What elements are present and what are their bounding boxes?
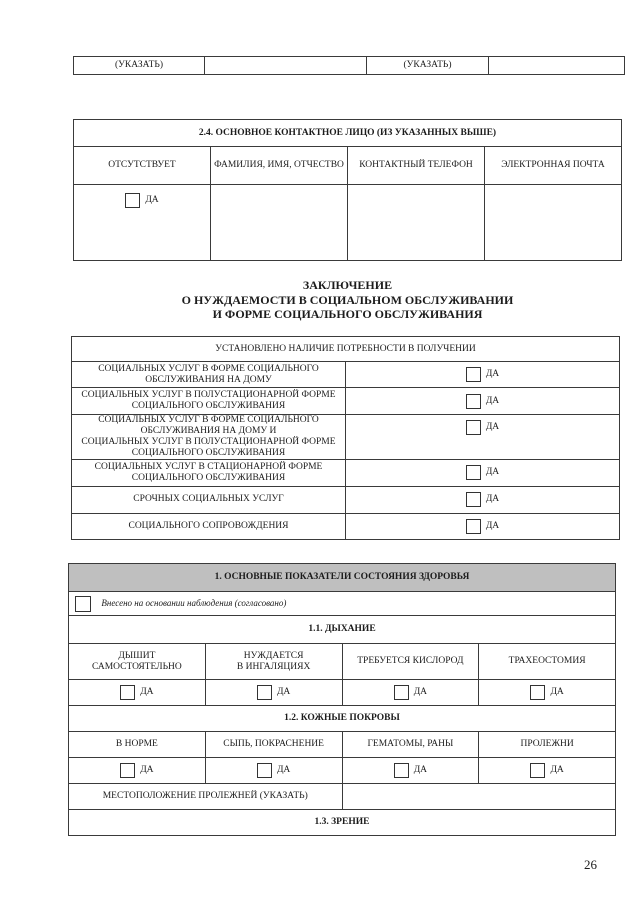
skin-check [479,758,616,784]
breathing-check [479,680,616,706]
skin-col: СЫПЬ, ПОКРАСНЕНИЕ [205,732,342,758]
needs-checkbox[interactable] [466,420,481,435]
needs-row-label [72,415,346,460]
needs-checkbox[interactable] [466,367,481,382]
needs-row-label: СОЦИАЛЬНЫХ УСЛУГ В СТАЦИОНАРНОЙ ФОРМЕ СОЦИАЛЬНОГО ОБСЛУЖИВАНИЯ [72,459,346,486]
contact-title: 2.4. ОСНОВНОЕ КОНТАКТНОЕ ЛИЦО (ИЗ УКАЗАННЫХ ВЫШЕ) [74,120,622,147]
needs-row-check [346,486,620,513]
conclusion-line-2: О НУЖДАЕМОСТИ В СОЦИАЛЬНОМ ОБСЛУЖИВАНИИ [181,292,514,307]
breathing-col [69,644,206,680]
needs-checkbox[interactable] [466,519,481,534]
conclusion-line-3: И ФОРМЕ СОЦИАЛЬНОГО ОБСЛУЖИВАНИЯ [212,307,483,322]
skin-checkbox[interactable] [530,763,545,778]
specify-field-right[interactable] [489,57,625,75]
breathing-checkbox[interactable] [257,685,272,700]
breathing-col: ТРАХЕОСТОМИЯ [479,644,616,680]
yes-label: ДА [550,687,564,698]
contact-phone-field[interactable] [348,185,485,261]
breathing-col [205,644,342,680]
breathing-col-line: САМОСТОЯТЕЛЬНО [91,661,182,672]
contact-email-field[interactable] [485,185,622,261]
skin-check [342,758,479,784]
yes-label: ДА [485,422,500,433]
needs-checkbox[interactable] [466,492,481,507]
skin-checkbox[interactable] [394,763,409,778]
skin-col: ГЕМАТОМЫ, РАНЫ [342,732,479,758]
needs-row-check [346,362,620,388]
vision-title: 1.3. ЗРЕНИЕ [69,810,616,836]
yes-label: ДА [550,765,564,776]
breathing-check [342,680,479,706]
needs-row-label: СОЦИАЛЬНЫХ УСЛУГ В ФОРМЕ СОЦИАЛЬНОГО ОБСЛУЖИВАНИЯ НА ДОМУ [72,362,346,388]
specify-row-table [73,56,625,75]
contact-col-absent: ОТСУТСТВУЕТ [74,147,211,185]
skin-check [69,758,206,784]
bedsore-location-field[interactable] [342,784,616,810]
yes-label: ДА [413,687,428,698]
conclusion-heading [73,278,622,322]
needs-row-check [346,388,620,415]
breathing-checkbox[interactable] [530,685,545,700]
contact-absent-cell [74,185,211,261]
contact-col-phone: КОНТАКТНЫЙ ТЕЛЕФОН [348,147,485,185]
breathing-checkbox[interactable] [120,685,135,700]
needs-row-check [346,459,620,486]
observed-checkbox[interactable] [75,596,91,612]
contact-name-field[interactable] [211,185,348,261]
health-title: 1. ОСНОВНЫЕ ПОКАЗАТЕЛИ СОСТОЯНИЯ ЗДОРОВЬЯ [69,564,616,592]
breathing-checkbox[interactable] [394,685,409,700]
yes-label: ДА [413,765,428,776]
breathing-col-line: НУЖДАЕТСЯ [243,650,304,661]
breathing-col-line: ДЫШИТ [118,650,156,661]
observed-label: Внесено на основании наблюдения (согласовано) [101,598,287,609]
needs-row-check [346,415,620,460]
yes-label: ДА [140,765,154,776]
breathing-check [69,680,206,706]
specify-field-left[interactable] [205,57,367,75]
breathing-col-line: В ИНГАЛЯЦИЯХ [236,661,311,672]
needs-row-line: СОЦИАЛЬНЫХ УСЛУГ В ФОРМЕ СОЦИАЛЬНОГО ОБСЛУЖИВАНИЯ НА ДОМУ И [98,415,319,436]
health-table [68,563,616,836]
contact-absent-checkbox[interactable] [125,193,140,208]
needs-row-label: СОЦИАЛЬНЫХ УСЛУГ В ПОЛУСТАЦИОНАРНОЙ ФОРМЕ СОЦИАЛЬНОГО ОБСЛУЖИВАНИЯ [72,388,346,415]
skin-title: 1.2. КОЖНЫЕ ПОКРОВЫ [69,706,616,732]
contact-col-name: ФАМИЛИЯ, ИМЯ, ОТЧЕСТВО [211,147,348,185]
contact-col-email: ЭЛЕКТРОННАЯ ПОЧТА [485,147,622,185]
yes-label: ДА [140,687,154,698]
yes-label: ДА [485,467,500,478]
specify-label-right: (УКАЗАТЬ) [367,57,489,75]
needs-table [71,336,620,540]
needs-row-label: СРОЧНЫХ СОЦИАЛЬНЫХ УСЛУГ [72,486,346,513]
needs-checkbox[interactable] [466,394,481,409]
specify-label-left: (УКАЗАТЬ) [74,57,205,75]
yes-label: ДА [276,765,291,776]
yes-label: ДА [485,520,500,531]
conclusion-line-1: ЗАКЛЮЧЕНИЕ [302,278,393,292]
yes-label: ДА [485,395,500,406]
needs-row-check [346,513,620,539]
bedsore-location-label: МЕСТОПОЛОЖЕНИЕ ПРОЛЕЖНЕЙ (УКАЗАТЬ) [69,784,343,810]
needs-header: УСТАНОВЛЕНО НАЛИЧИЕ ПОТРЕБНОСТИ В ПОЛУЧЕНИИ [72,337,620,362]
breathing-col: ТРЕБУЕТСЯ КИСЛОРОД [342,644,479,680]
needs-checkbox[interactable] [466,465,481,480]
yes-label: ДА [276,687,291,698]
contact-person-table [73,119,622,261]
skin-check [205,758,342,784]
page-number: 26 [584,857,597,872]
breathing-title: 1.1. ДЫХАНИЕ [69,616,616,644]
skin-col: ПРОЛЕЖНИ [479,732,616,758]
yes-label: ДА [485,369,500,380]
needs-row-line: СОЦИАЛЬНЫХ УСЛУГ В ПОЛУСТАЦИОНАРНОЙ ФОРМЕ СОЦИАЛЬНОГО ОБСЛУЖИВАНИЯ [81,436,336,458]
yes-label: ДА [485,494,500,505]
skin-checkbox[interactable] [257,763,272,778]
skin-col: В НОРМЕ [69,732,206,758]
yes-label: ДА [145,195,159,206]
needs-row-label: СОЦИАЛЬНОГО СОПРОВОЖДЕНИЯ [72,513,346,539]
observed-row [69,592,616,616]
skin-checkbox[interactable] [120,763,135,778]
breathing-check [205,680,342,706]
